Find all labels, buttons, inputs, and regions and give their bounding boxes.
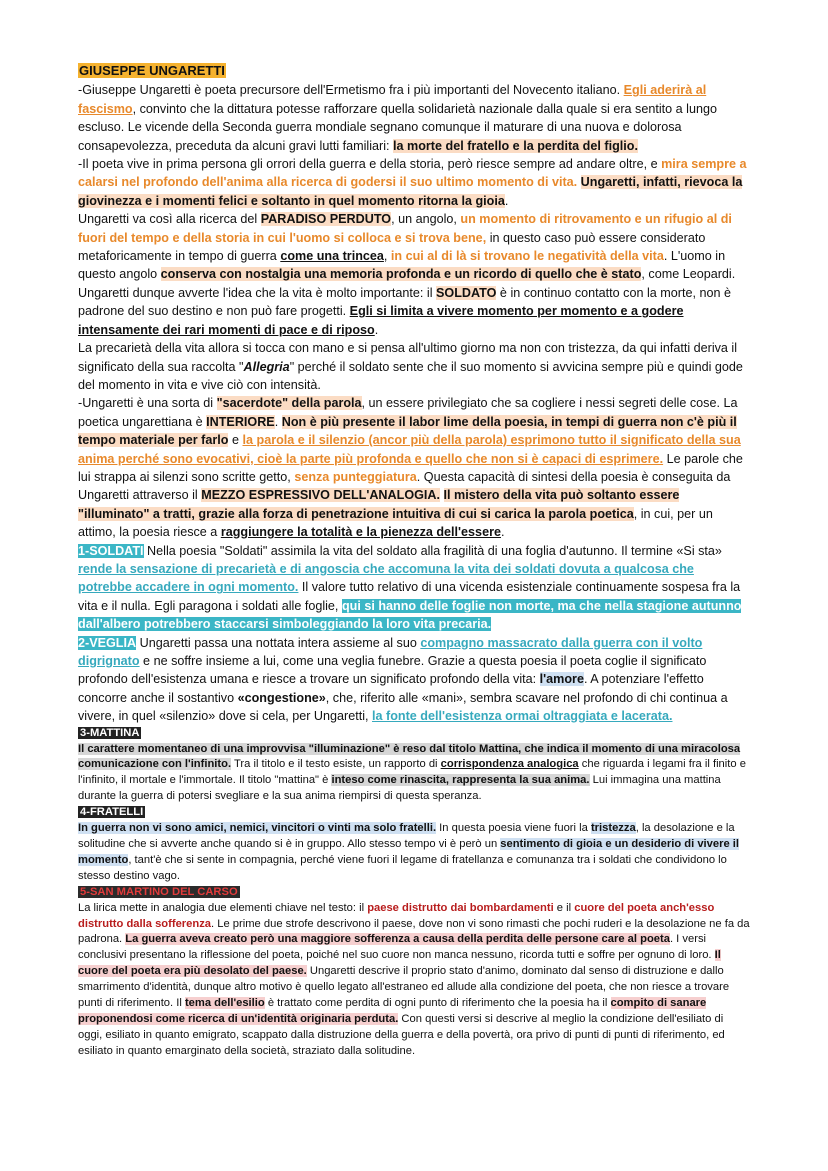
text-run: Il valore tutto relativo di una vicenda esistenziale continuamente sospesa fra la vita e il nulla. Egli paragona i soldati alle foglie, [78, 580, 741, 613]
highlight-cuore: cuore del poeta anch'esso distrutto dalla sofferenza [78, 901, 715, 930]
highlight-memoria: conserva con nostalgia una memoria profonda e un ricordo di quello che è stato [160, 267, 642, 282]
text-run: e il [553, 901, 575, 914]
text-run: , un angolo, [391, 212, 461, 227]
text-run: -Ungaretti è una sorta di [78, 396, 217, 411]
highlight-trincea: come una trincea [280, 249, 384, 264]
text-run: che riguarda i legami fra il finito e l'infinito, il mortale e l'immortale. Il titolo "mattina" è [78, 758, 746, 787]
text-run: Lui immagina una mattina durante la guerra di potersi svegliare e la sua anima riempirsi di questa speranza. [78, 774, 721, 803]
highlight-compagno: compagno massacrato dalla guerra con il volto digrignato [78, 635, 703, 668]
intro-paragraph-5 [78, 394, 750, 541]
intro-paragraph-2 [78, 155, 750, 210]
title-line [78, 62, 750, 80]
highlight-sacerdote: "sacerdote" della parola [216, 396, 362, 411]
section-label-row-fratelli [78, 805, 750, 821]
section-label-soldati: 1-SOLDATI [78, 543, 144, 558]
highlight-corrispondenza: corrispondenza analogica [440, 758, 579, 771]
text-run: . [374, 322, 379, 337]
highlight-momento: Egli si limita a vivere momento per momento e a godere intensamente dei rari momenti di pace e di riposo [78, 304, 684, 337]
highlight-soldato: SOLDATO [436, 285, 497, 300]
text-run: . [500, 525, 505, 540]
section-san-martino [78, 901, 750, 1060]
highlight-analogia: MEZZO ESPRESSIVO DELL'ANALOGIA. [201, 488, 440, 503]
highlight-negativita: in cui al di là si trovano le negatività della vita [390, 249, 664, 264]
text-run: è in continuo contatto con la morte, non è padrone del suo destino e non può fare progetti. [78, 285, 731, 319]
section-label-fratelli: 4-FRATELLI [80, 806, 144, 819]
highlight-totalita: raggiungere la totalità e la pienezza dell'essere [220, 525, 501, 540]
text-run: e [228, 433, 243, 448]
text-run: . L'uomo in questo angolo [78, 249, 726, 282]
text-run: , un essere privilegiato che sa cogliere i nessi segreti delle cose. La poetica ungarettiana è [78, 396, 738, 429]
text-run: -Giuseppe Ungaretti è poeta precursore dell'Ermetismo fra i più importanti del Novecento italiano. [78, 83, 624, 98]
text-run: Nella poesia "Soldati" assimila la vita del soldato alla fragilità di una foglia d'autunno. Il termine «Si sta» [143, 543, 722, 558]
highlight-precarieta: rende la sensazione di precarietà e di angoscia che accomuna la vita dei soldati dovuta a qualcosa che potrebbe accadere in ogni momento. [78, 561, 694, 595]
highlight-paese: paese distrutto dai bombardamenti [367, 901, 554, 914]
highlight-paradiso: PARADISO PERDUTO [260, 212, 392, 227]
highlight-esilio: tema dell'esilio [184, 997, 265, 1010]
highlight-interiore: INTERIORE [206, 414, 275, 429]
text-run: . [504, 193, 509, 208]
highlight-congestione: «congestione» [237, 690, 326, 705]
highlight-fonte: la fonte dell'esistenza ormai oltraggiata e lacerata. [372, 709, 673, 724]
highlight-sofferenza: La guerra aveva creato però una maggiore sofferenza a causa della perdita delle persone care al poeta [125, 933, 670, 946]
section-mattina [78, 742, 750, 806]
text-run: . I versi conclusivi presentano la riflessione del poeta, poiché nel suo cuore non manca nessuno, ricorda tutti e soffre per ognuno di loro. [78, 933, 715, 962]
text-run: Ungaretti va così alla ricerca del [78, 212, 261, 227]
text-run: Ungaretti descrive il proprio stato d'animo, dominato dal senso di distruzione e dallo smarrimento d'identità, dunque altro motivo è quello legato all'estraneo ed allude alla condizione del poeta, che non riesce a trovare punti di riferimento. Il [78, 965, 730, 1010]
section-label-row-san-martino [78, 885, 750, 901]
highlight-rinascita: inteso come rinascita, rappresenta la sua anima. [331, 774, 590, 787]
section-label-san-martino: 5-SAN MARTINO DEL CARSO [80, 885, 238, 898]
text-run: . [274, 414, 282, 429]
text-run: , in cui, per un attimo, la poesia riesce a [78, 506, 713, 540]
intro-paragraph-3 [78, 210, 750, 339]
text-run: , tant'è che si sente in compagnia, perché viene fuori il legame di fratellanza e comunanza tra i soldati che condividono lo stesso destino vago. [78, 853, 727, 882]
section-fratelli [78, 821, 750, 885]
text-run: . A potenziare l'effetto concorre anche il sostantivo [78, 672, 704, 705]
highlight-tristezza: tristezza [590, 822, 636, 835]
text-run: è trattato come perdita di ogni punto di riferimento che la poesia ha il [264, 997, 611, 1010]
text-run: . Le prime due strofe descrivono il paese, dove non vi sono rimasti che pochi ruderi e la desolazione ne fa da padrona. [78, 917, 750, 946]
highlight-anima: mira sempre a calarsi nel profondo dell'anima alla ricerca di godersi il suo ultimo momento di vita. [78, 157, 747, 190]
section-label-mattina: 3-MATTINA [80, 726, 140, 739]
document-page [78, 62, 750, 1060]
intro-paragraph-1 [78, 81, 750, 155]
section-label-row-mattina [78, 726, 750, 742]
section-soldati [78, 542, 750, 634]
section-label-veglia: 2-VEGLIA [78, 635, 137, 650]
text-run: -Il poeta vive in prima persona gli orrori della guerra e della storia, però riesce sempre ad andare oltre, e [78, 157, 662, 172]
highlight-foglie: qui si hanno delle foglie non morte, ma che nella stagione autunno dall'albero potrebbero staccarsi simboleggiando la loro vita precaria. [78, 598, 742, 632]
highlight-punteggiatura: senza punteggiatura [294, 469, 417, 484]
highlight-giovinezza: Ungaretti, infatti, rievoca la giovinezza e i momenti felici e soltanto in quel momento ritorna la gioia [78, 175, 743, 208]
text-run: , convinto che la dittatura potesse rafforzare quella solidarietà nazionale dalla quale si era sentito a lungo escluso. Le vicende della Seconda guerra mondiale segnano comunque il maturare di una nuova e dolorosa consapevolezza, preceduta da alcuni gravi lutti familiari: [78, 101, 717, 153]
highlight-labor-lime: Non è più presente il labor lime della poesia, in tempi di guerra non c'è più il tempo materiale per farlo [78, 414, 737, 448]
text-run: Le parole che lui strappa ai silenzi sono scritte getto, [78, 451, 743, 484]
highlight-gioia: sentimento di gioia e un desiderio di vivere il momento [78, 837, 740, 866]
text-run: e ne soffre insieme a lui, come una veglia funebre. Grazie a questa poesia il poeta coglie il significato profondo dell'esistenza umana e riesce a trovare un significato profondo della vita: [78, 654, 707, 687]
text-run: Con questi versi si descrive al meglio la condizione dell'esiliato di oggi, esiliato in quanto emigrato, scappato dalla distruzione della guerra e della povertà, ora privo di punti di punti di riferimento, ed esiliato in quanto emarginato della società, straziato dalla solitudine. [78, 1012, 725, 1057]
text-run: La lirica mette in analogia due elementi chiave nel testo: il [78, 901, 368, 914]
text-run: , la desolazione e la solitudine che si avverte anche quando si è in gruppo. Allo stesso tempo vi è però un [78, 822, 735, 850]
highlight-fratelli: In guerra non vi sono amici, nemici, vincitori o vinti ma solo fratelli. [78, 822, 437, 835]
highlight-fascismo: Egli aderirà al fascismo [78, 83, 707, 116]
highlight-amore: l'amore [539, 672, 584, 687]
text-run: In questa poesia viene fuori la [436, 822, 591, 835]
highlight-desolato: Il cuore del poeta era più desolato del paese. [78, 949, 721, 978]
highlight-allegria: Allegria [243, 359, 290, 374]
text-run: La precarietà della vita allora si tocca con mano e si pensa all'ultimo giorno ma non con tristezza, da qui infatti deriva il significato della sua raccolta " [78, 341, 738, 374]
text-run: in questo caso può essere considerato metaforicamente in tempo di guerra [78, 230, 706, 264]
highlight-illuminazione: Il carattere momentaneo di una improvvisa "illuminazione" è reso dal titolo Mattina, che indica il momento di una miracolosa comunicazione con l'infinito. [78, 742, 741, 771]
section-veglia [78, 634, 750, 726]
highlight-mistero: Il mistero della vita può soltanto essere "illuminato" a tratti, grazie alla forza di penetrazione intuitiva di cui si carica la parola poetica [78, 488, 680, 521]
highlight-lutti: la morte del fratello e la perdita del figlio. [393, 138, 638, 153]
text-run: Ungaretti passa una nottata intera assieme al suo [136, 635, 421, 650]
document-title: GIUSEPPE UNGARETTI [79, 63, 225, 78]
text-run: , che, riferito alle «mani», sembra scavare nel profondo di chi continua a vivere, in quel «silenzio» dove si cela, per Ungaretti, [78, 690, 728, 724]
highlight-rifugio: un momento di ritrovamento e un rifugio al di fuori del tempo e della storia in cui l'uomo si colloca e si trova bene, [78, 212, 732, 245]
text-run: , [383, 249, 391, 264]
text-run: , come Leopardi. Ungaretti dunque avverte l'idea che la vita è molto importante: il [78, 267, 736, 300]
intro-paragraph-4 [78, 339, 750, 394]
text-run: " perché il soldato sente che il suo momento si avvicina sempre più e quindi gode del momento in vita e vive ciò con intensità. [78, 359, 743, 392]
text-run: Tra il titolo e il testo esiste, un rapporto di [231, 758, 441, 771]
highlight-silenzio: la parola e il silenzio (ancor più della parola) esprimono tutto il significato della sua anima perché sono evocativi, cioè la parte più profonda e quello che non si è capaci di esprimere. [78, 433, 741, 466]
highlight-identita: compito di sanare proponendosi come ricerca di un'identità originaria perduta. [78, 997, 707, 1025]
text-run: . Questa capacità di sintesi della poesia è conseguita da Ungaretti attraverso il [78, 469, 731, 503]
